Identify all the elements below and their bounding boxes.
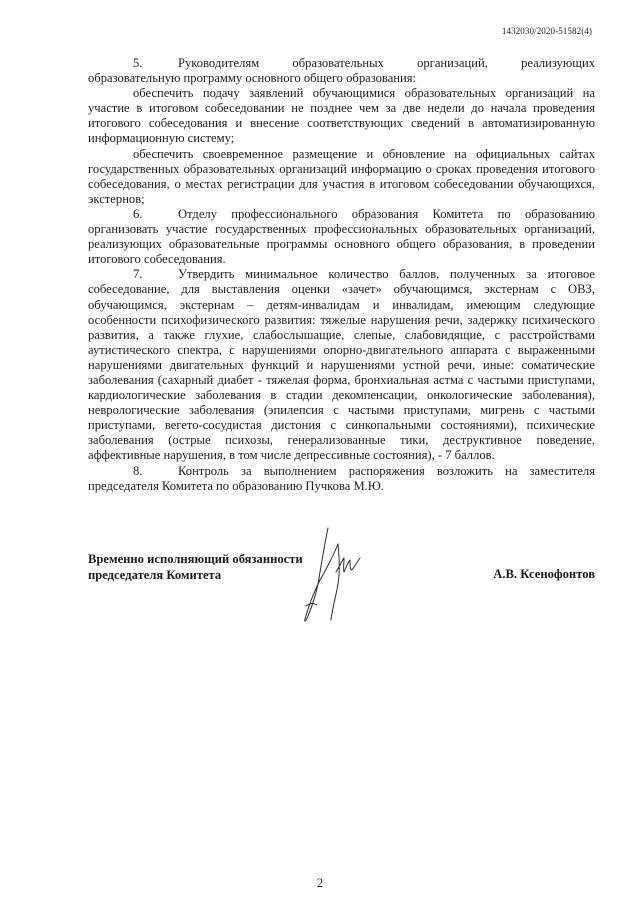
item-text: Утвердить минимальное количество баллов, полученных за итоговое собеседование, для выставления оценки «зачет» обучающимся, экстернам с ОВЗ, обучающимся, экстернам – детям-инвалидам и инвалидам, имеющим следующие особенности психофизического развития: тяжелые нарушения речи, задержку психического развития, а также глухие, слабослышащие, слепые, слабовидящие, с расстройствами аутистического спектра, с нарушениями опорно-двигательного аппарата с выраженными нарушениями двигательных функций и нарушениями устной речи, иные: соматические заболевания (сахарный диабет - тяжелая форма, бронхиальная астма с частыми приступами, кардиологические заболевания в стадии декомпенсации, онкологические заболевания), неврологические заболевания (эпилепсия с частыми приступами, мигрень с частыми приступами, вегето-сосудистая дистония с синкопальными состояниями), психические заболевания (острые психозы, генерализованные тики, деструктивное поведение, аффективные нарушения, в том числе депрессивные состояния), - 7 баллов. <box>88 267 595 463</box>
item-text: Контроль за выполнением распоряжения возложить на заместителя председателя Комитета по образованию Пучкова М.Ю. <box>88 463 595 493</box>
item-text: Отделу профессионального образования Комитета по образованию организовать участие государственных профессиональных образовательных организаций, реализующих образовательные программы основного общего образования, в проведении итогового собеседования. <box>88 206 595 267</box>
signatory-title <box>88 552 303 583</box>
signatory-name: А.В. Ксенофонтов <box>493 567 595 581</box>
item-text: Руководителям образовательных организаций, реализующих образовательную программу основного общего образования: <box>88 56 595 86</box>
document-body <box>88 56 595 494</box>
item-text: обеспечить своевременное размещение и обновление на официальных сайтах государственных образовательных организаций информацию о сроках проведения итогового собеседования, о местах регистрации для участия в итоговом собеседовании обучающихся, экстернов; <box>88 146 595 206</box>
item-6 <box>88 207 595 267</box>
item-7 <box>88 267 595 463</box>
signatory-title-line-2: председателя Комитета <box>88 567 222 582</box>
item-5 <box>88 56 595 86</box>
item-5-sub-1 <box>88 86 595 146</box>
item-number: 5. <box>133 56 143 70</box>
document-number: 1432030/2020-51582(4) <box>501 26 592 36</box>
signatory-title-line-1: Временно исполняющий обязанности <box>88 552 303 566</box>
page-number: 2 <box>316 876 324 890</box>
item-number: 6. <box>133 206 143 221</box>
item-number: 8. <box>133 463 143 478</box>
item-5-sub-2 <box>88 147 595 207</box>
item-text: обеспечить подачу заявлений обучающимися образовательных организаций на участие в итоговом собеседовании не позднее чем за две недели до начала проведения итогового собеседования и внесение соответствующих сведений в автоматизированную информационную систему; <box>88 86 595 146</box>
item-number: 7. <box>133 267 143 282</box>
handwritten-signature <box>298 524 368 634</box>
item-8 <box>88 464 595 494</box>
signature-block <box>88 552 595 642</box>
